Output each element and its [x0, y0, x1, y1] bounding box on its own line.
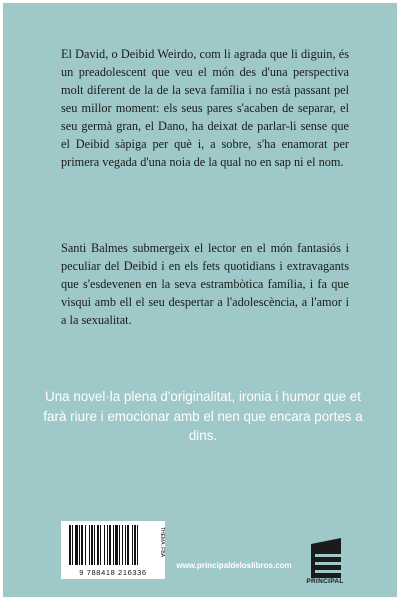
- publisher-website: www.principaldeloslibros.com: [176, 561, 292, 570]
- thema-code: THEMA: FBA: [159, 527, 165, 558]
- synopsis-paragraph-1: El David, o Deibid Weirdo, com li agrada que li diguin, és un preadolescent que veu el món des d'una perspectiva molt diferent de la de la seva família i no està passant pel seu millor moment: els seus pares s'acaben de separar, el seu germà gran, el Dano, ha deixat de parlar-li sense que el Deibid sàpiga per què i, a sobre, s'ha enamorat per primera vegada d'una noia de la qual no en sap ni el nom.: [61, 47, 349, 169]
- publisher-logo-label: PRINCIPAL: [306, 578, 344, 585]
- isbn-number: 9 788418 216336: [79, 568, 147, 577]
- synopsis-paragraph-2: Santi Balmes submergeix el lector en el món fantasiós i peculiar del Deibid i en els fets quotidians i extravagants que s'esdevenen en la seva estrambòtica família, i fa que visqui amb ell el seu despertar a l'adolescència, a l'amor i a la sexualitat.: [61, 241, 349, 327]
- publisher-logo-icon: [305, 538, 345, 578]
- isbn-barcode: [61, 521, 165, 579]
- back-cover: [3, 3, 397, 597]
- tagline: Una novel·la plena d'originalitat, ironia i humor que et farà riure i emocionar amb el nen que encara portes a dins.: [43, 389, 363, 443]
- barcode-icon: [67, 525, 155, 565]
